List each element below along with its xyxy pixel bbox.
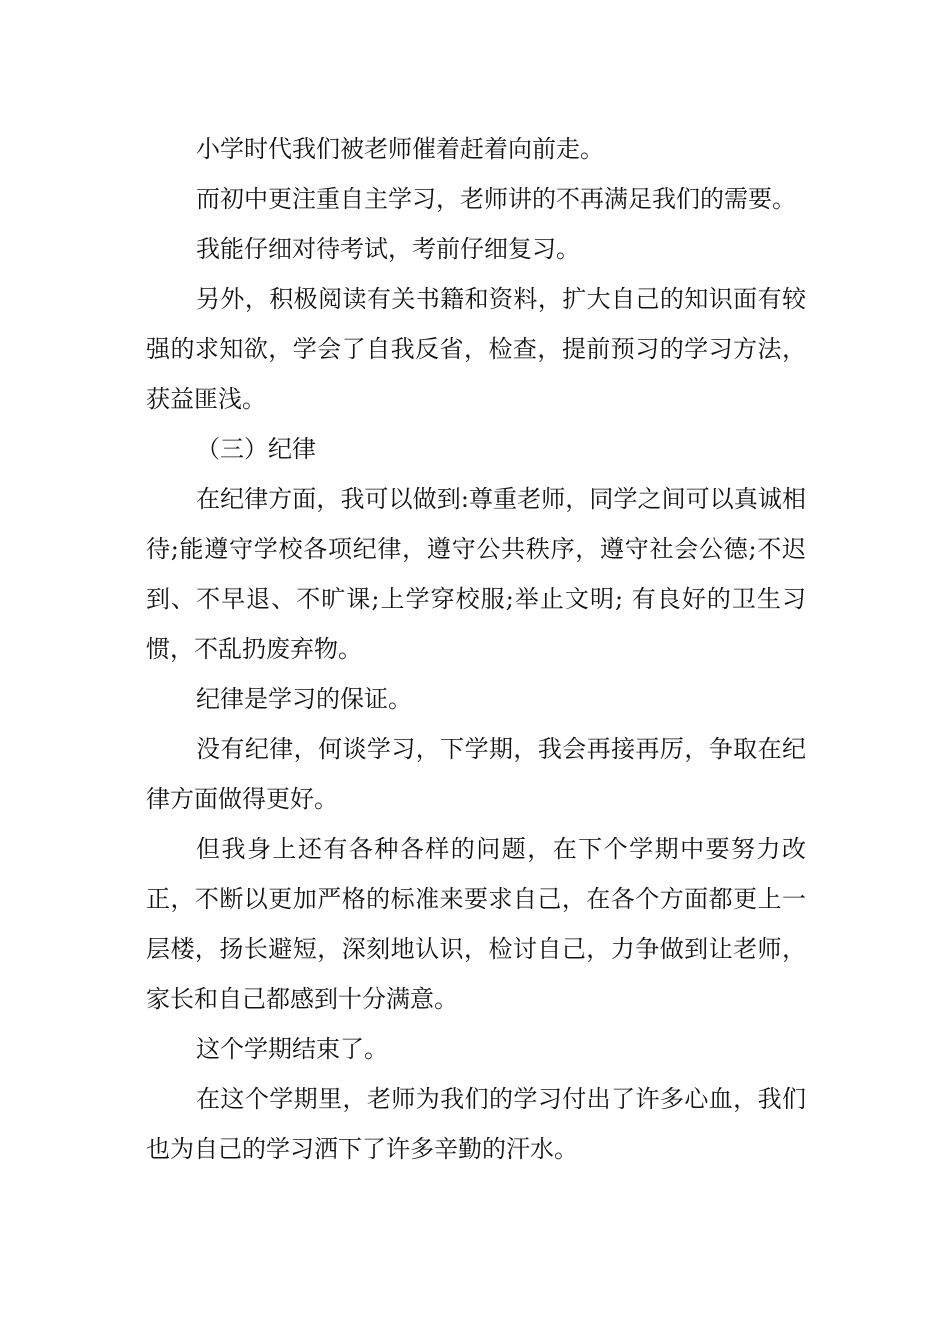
paragraph-10: 这个学期结束了。 bbox=[196, 1035, 388, 1063]
paragraph-7: 纪律是学习的保证。 bbox=[196, 685, 412, 713]
paragraph-2: 而初中更注重自主学习，老师讲的不再满足我们的需要。 bbox=[196, 185, 796, 213]
paragraph-4: 另外，积极阅读有关书籍和资料，扩大自己的知识面有较强的求知欲，学会了自我反省，检查，提前预习的学习方法，获益匪浅。 bbox=[146, 285, 806, 413]
paragraph-11: 在这个学期里，老师为我们的学习付出了许多心血，我们也为自己的学习洒下了许多辛勤的汗水。 bbox=[146, 1085, 806, 1163]
paragraph-8: 没有纪律，何谈学习，下学期，我会再接再厉，争取在纪律方面做得更好。 bbox=[146, 735, 806, 813]
section-heading-discipline: （三）纪律 bbox=[196, 435, 316, 463]
paragraph-9: 但我身上还有各种各样的问题，在下个学期中要努力改正，不断以更加严格的标准来要求自己，在各个方面都更上一层楼，扬长避短，深刻地认识，检讨自己，力争做到让老师，家长和自己都感到十分满意。 bbox=[146, 835, 806, 1013]
paragraph-6: 在纪律方面，我可以做到:尊重老师，同学之间可以真诚相待;能遵守学校各项纪律，遵守公共秩序，遵守社会公德;不迟到、不早退、不旷课;上学穿校服;举止文明; 有良好的卫生习惯，不乱扔废弃物。 bbox=[146, 485, 806, 663]
document-page bbox=[146, 124, 806, 1174]
paragraph-3: 我能仔细对待考试，考前仔细复习。 bbox=[196, 235, 580, 263]
paragraph-1: 小学时代我们被老师催着赶着向前走。 bbox=[196, 135, 604, 163]
